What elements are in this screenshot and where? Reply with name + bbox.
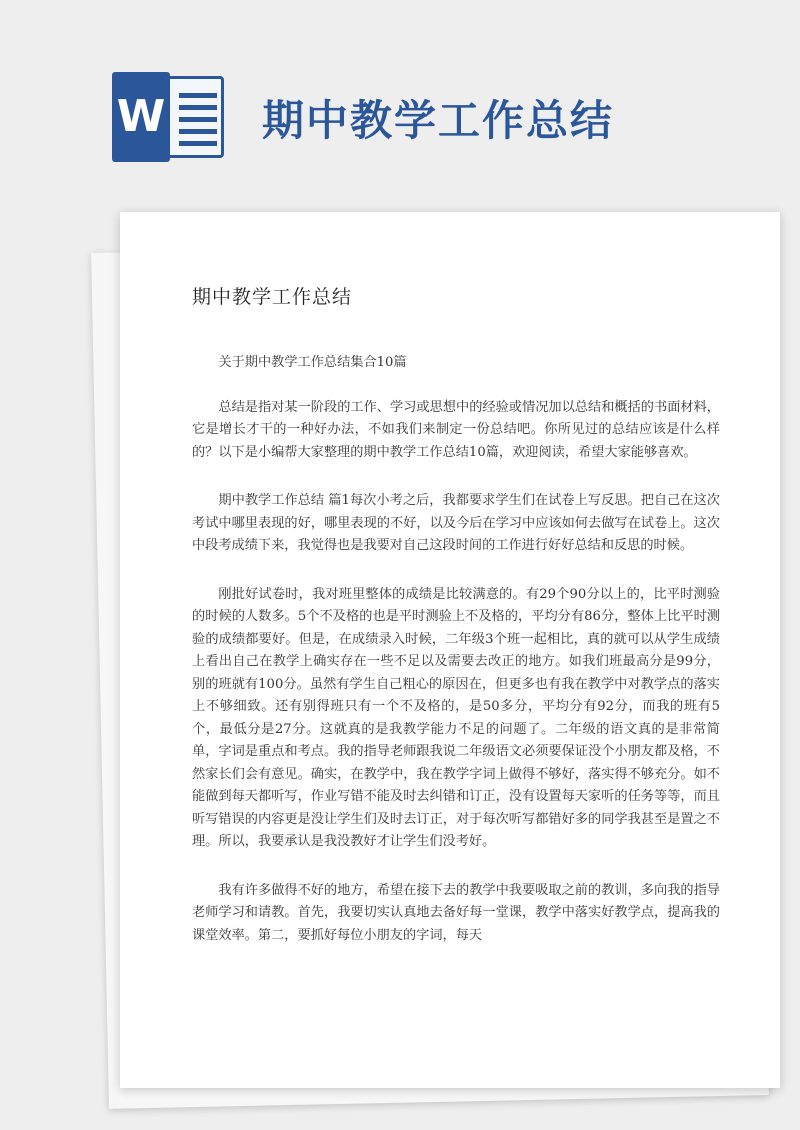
- document-body: [192, 352, 720, 973]
- paragraph-3: 我有许多做得不好的地方，希望在接下去的教学中我要吸取之前的教训，多向我的指导老师学习和请教。首先，我要切实认真地去备好每一堂课，教学中落实好教学点，提高我的课堂效率。第二，要抓好每位小朋友的字词，每天: [192, 882, 720, 943]
- document-subtitle: 关于期中教学工作总结集合10篇: [218, 355, 407, 370]
- banner-header: [0, 0, 800, 210]
- document-page: [120, 212, 780, 1088]
- word-document-icon: [112, 72, 228, 162]
- paragraph-intro: 总结是指对某一阶段的工作、学习或思想中的经验或情况加以总结和概括的书面材料，它是增长才干的一种好办法，不如我们来制定一份总结吧。你所见过的总结应该是什么样的？以下是小编帮大家整理的期中教学工作总结10篇，欢迎阅读，希望大家能够喜欢。: [192, 399, 720, 460]
- banner-title: 期中教学工作总结: [262, 96, 615, 145]
- paragraph-1: 期中教学工作总结 篇1每次小考之后，我都要求学生们在试卷上写反思。把自己在这次考试中哪里表现的好，哪里表现的不好，以及今后在学习中应该如何去做写在试卷上。这次中段考成绩下来，我觉得也是我要对自己这段时间的工作进行好好总结和反思的时候。: [192, 493, 720, 553]
- paragraph-2: 刚批好试卷时，我对班里整体的成绩是比较满意的。有29个90分以上的，比平时测验的时候的人数多。5个不及格的也是平时测验上不及格的，平均分有86分，整体上比平时测验的成绩都要好。但是，在成绩录入时候，二年级3个班一起相比，真的就可以从学生成绩上看出自己在教学上确实存在一些不足以及需要去改正的地方。如我们班最高分是99分，别的班就有100分。虽然有学生自己粗心的原因在，但更多也有我在教学中对教学点的落实上不够细致。还有别得班只有一个不及格的，是50多分，平均分有92分，而我的班有5个，最低分是27分。这就真的是我教学能力不足的问题了。二年级的语文真的是非常简单，字词是重点和考点。我的指导老师跟我说二年级语文必须要保证没个小朋友都及格，不然家长们会有意见。确实，在教学中，我在教学字词上做得不够好，落实得不够充分。如不能做到每天都听写，作业写错不能及时去纠错和订正，没有设置每天家听的任务等等，而且听写错误的内容更是没让学生们及时去订正，对于每次听写都错好多的同学我甚至是置之不理。所以，我要承认是我没教好才让学生们没考好。: [192, 586, 720, 849]
- word-letter-badge: W: [112, 72, 170, 162]
- document-title: 期中教学工作总结: [192, 286, 353, 308]
